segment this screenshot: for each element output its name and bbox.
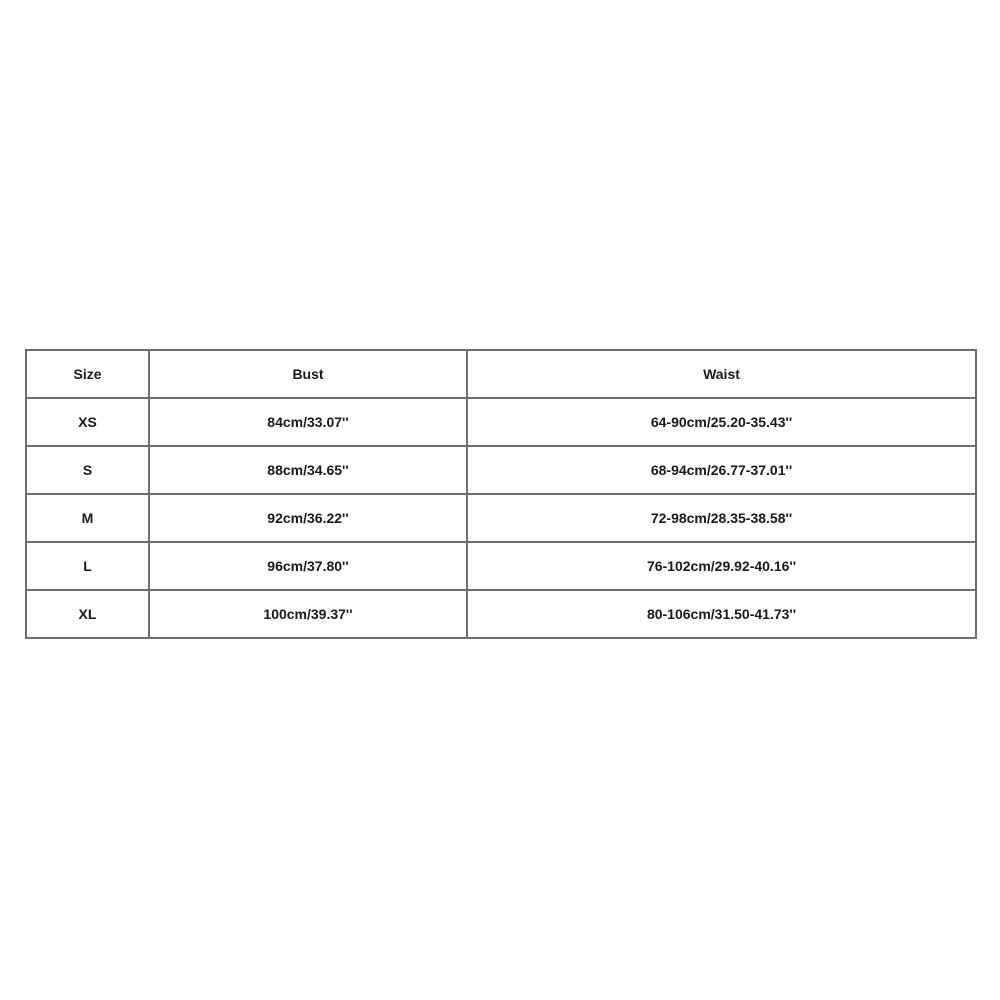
table-row	[26, 590, 976, 638]
waist-cell: 64-90cm/25.20-35.43''	[467, 398, 976, 446]
size-cell: XL	[26, 590, 149, 638]
size-cell: M	[26, 494, 149, 542]
table-header-row	[26, 350, 976, 398]
waist-cell: 72-98cm/28.35-38.58''	[467, 494, 976, 542]
header-bust: Bust	[149, 350, 467, 398]
waist-cell: 76-102cm/29.92-40.16''	[467, 542, 976, 590]
size-cell: S	[26, 446, 149, 494]
size-cell: L	[26, 542, 149, 590]
table-row	[26, 542, 976, 590]
table-row	[26, 494, 976, 542]
header-waist: Waist	[467, 350, 976, 398]
bust-cell: 84cm/33.07''	[149, 398, 467, 446]
bust-cell: 88cm/34.65''	[149, 446, 467, 494]
table-row	[26, 398, 976, 446]
size-cell: XS	[26, 398, 149, 446]
bust-cell: 92cm/36.22''	[149, 494, 467, 542]
waist-cell: 80-106cm/31.50-41.73''	[467, 590, 976, 638]
bust-cell: 96cm/37.80''	[149, 542, 467, 590]
table-row	[26, 446, 976, 494]
bust-cell: 100cm/39.37''	[149, 590, 467, 638]
waist-cell: 68-94cm/26.77-37.01''	[467, 446, 976, 494]
size-chart-table	[25, 349, 977, 639]
header-size: Size	[26, 350, 149, 398]
